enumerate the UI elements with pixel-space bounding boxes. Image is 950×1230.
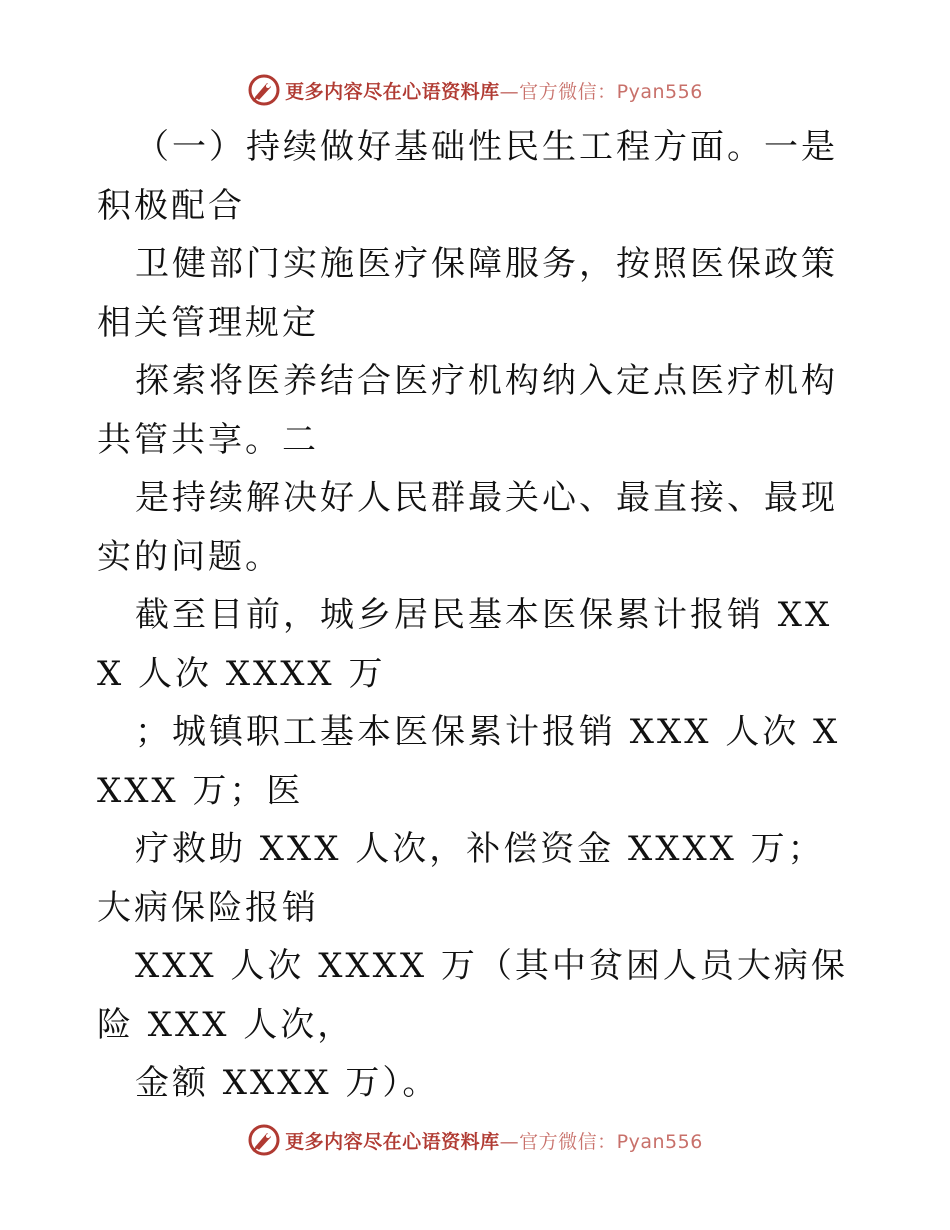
pen-nib-logo-icon	[247, 1123, 281, 1157]
paragraph-4: 是持续解决好人民群最关心、最直接、最现实的问题。	[97, 478, 838, 577]
paragraph-7: 疗救助 XXX 人次，补偿资金 XXXX 万；大病保险报销	[97, 829, 825, 928]
watermark-wechat-text: 官方微信：Pyan556	[519, 1130, 703, 1153]
watermark-dash: —	[499, 1130, 520, 1153]
paragraph-6: ；城镇职工基本医保累计报销 XXX 人次 XXXX 万；医	[97, 712, 841, 811]
footer-watermark	[0, 1120, 950, 1160]
paragraph-9: 金额 XXXX 万）。	[135, 1063, 440, 1103]
pen-nib-logo-icon	[247, 73, 281, 107]
watermark-library-text: 更多内容尽在心语资料库	[285, 1130, 500, 1153]
header-watermark	[0, 70, 950, 110]
paragraph-8: XXX 人次 XXXX 万（其中贫困人员大病保险 XXX 人次，	[97, 946, 848, 1045]
watermark-wechat-text: 官方微信：Pyan556	[519, 80, 703, 103]
paragraph-3: 探索将医养结合医疗机构纳入定点医疗机构共管共享。二	[97, 361, 838, 460]
paragraph-1: （一）持续做好基础性民生工程方面。一是积极配合	[97, 127, 838, 226]
watermark-library-text: 更多内容尽在心语资料库	[285, 80, 500, 103]
document-body	[97, 118, 857, 1113]
paragraph-5: 截至目前，城乡居民基本医保累计报销 XXX 人次 XXXX 万	[97, 595, 833, 694]
paragraph-2: 卫健部门实施医疗保障服务，按照医保政策相关管理规定	[97, 244, 838, 343]
watermark-dash: —	[499, 80, 520, 103]
